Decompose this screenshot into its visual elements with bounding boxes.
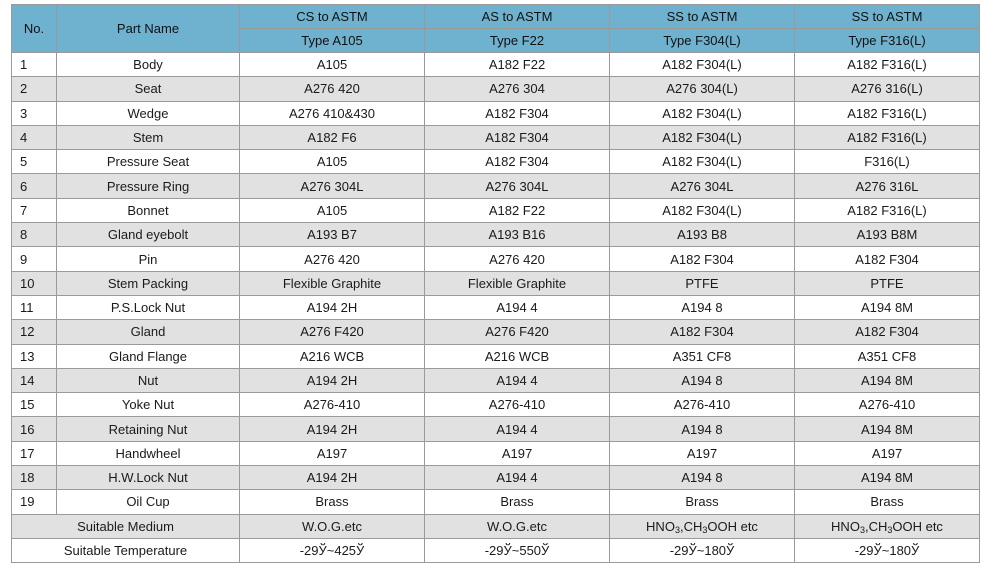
- row-number: 6: [12, 174, 57, 198]
- material-cell: A182 F316(L): [795, 125, 980, 149]
- header-group-type: Type A105: [240, 29, 425, 53]
- suitable-medium-label: Suitable Medium: [12, 514, 240, 538]
- material-cell: A276 316L: [795, 174, 980, 198]
- material-cell: A351 CF8: [610, 344, 795, 368]
- row-number: 7: [12, 198, 57, 222]
- table-row: [12, 125, 980, 149]
- material-cell: PTFE: [795, 271, 980, 295]
- part-name-cell: Oil Cup: [57, 490, 240, 514]
- header-part-name: Part Name: [57, 5, 240, 53]
- part-name-cell: Pressure Seat: [57, 150, 240, 174]
- material-cell: Flexible Graphite: [425, 271, 610, 295]
- header-group-type: Type F22: [425, 29, 610, 53]
- row-number: 18: [12, 466, 57, 490]
- row-number: 13: [12, 344, 57, 368]
- temperature-cell: -29Ў~180Ў: [795, 538, 980, 562]
- row-number: 9: [12, 247, 57, 271]
- part-name-cell: P.S.Lock Nut: [57, 295, 240, 319]
- row-number: 3: [12, 101, 57, 125]
- row-number: 2: [12, 77, 57, 101]
- table-row: [12, 101, 980, 125]
- suitable-temperature-row: [12, 538, 980, 562]
- table-row: [12, 174, 980, 198]
- row-number: 17: [12, 441, 57, 465]
- table-row: [12, 150, 980, 174]
- medium-cell: $HNO_3,CH_3OOH$ etc: [610, 514, 795, 538]
- material-cell: A276-410: [610, 393, 795, 417]
- table-row: [12, 417, 980, 441]
- material-cell: A182 F304(L): [610, 53, 795, 77]
- material-cell: Brass: [240, 490, 425, 514]
- material-cell: A276 F420: [240, 320, 425, 344]
- part-name-cell: Nut: [57, 368, 240, 392]
- material-cell: A197: [795, 441, 980, 465]
- material-cell: A194 8: [610, 466, 795, 490]
- table-row: [12, 466, 980, 490]
- material-cell: A194 4: [425, 417, 610, 441]
- table-row: [12, 441, 980, 465]
- part-name-cell: Handwheel: [57, 441, 240, 465]
- table-footer: [12, 514, 980, 563]
- part-name-cell: Gland: [57, 320, 240, 344]
- material-cell: A182 F6: [240, 125, 425, 149]
- header-group-title: SS to ASTM: [610, 5, 795, 29]
- material-cell: A194 4: [425, 368, 610, 392]
- part-name-cell: Body: [57, 53, 240, 77]
- table-row: [12, 295, 980, 319]
- row-number: 10: [12, 271, 57, 295]
- header-group-type: Type F304(L): [610, 29, 795, 53]
- row-number: 11: [12, 295, 57, 319]
- material-cell: Brass: [610, 490, 795, 514]
- temperature-cell: -29Ў~550Ў: [425, 538, 610, 562]
- material-cell: A182 F304: [795, 320, 980, 344]
- header-group-title: CS to ASTM: [240, 5, 425, 29]
- row-number: 4: [12, 125, 57, 149]
- material-cell: A276 316(L): [795, 77, 980, 101]
- material-cell: A276 304L: [610, 174, 795, 198]
- material-cell: A276 304L: [240, 174, 425, 198]
- material-cell: A216 WCB: [240, 344, 425, 368]
- material-cell: A193 B7: [240, 223, 425, 247]
- material-cell: A276 420: [240, 247, 425, 271]
- table-body: [12, 53, 980, 515]
- material-cell: A194 8: [610, 295, 795, 319]
- part-name-cell: Gland Flange: [57, 344, 240, 368]
- material-cell: A194 4: [425, 295, 610, 319]
- material-cell: A276 420: [240, 77, 425, 101]
- material-cell: A276 420: [425, 247, 610, 271]
- table-row: [12, 53, 980, 77]
- material-cell: A194 4: [425, 466, 610, 490]
- material-cell: A182 F316(L): [795, 198, 980, 222]
- material-cell: A194 2H: [240, 466, 425, 490]
- header-group-type: Type F316(L): [795, 29, 980, 53]
- material-cell: A276 304(L): [610, 77, 795, 101]
- material-cell: A182 F304(L): [610, 101, 795, 125]
- header-no: No.: [12, 5, 57, 53]
- suitable-medium-row: [12, 514, 980, 538]
- table-row: [12, 247, 980, 271]
- material-cell: A182 F304: [425, 150, 610, 174]
- part-name-cell: Gland eyebolt: [57, 223, 240, 247]
- material-cell: A216 WCB: [425, 344, 610, 368]
- medium-cell: W.O.G.etc: [425, 514, 610, 538]
- medium-cell: W.O.G.etc: [240, 514, 425, 538]
- part-name-cell: Seat: [57, 77, 240, 101]
- material-cell: A194 2H: [240, 295, 425, 319]
- row-number: 14: [12, 368, 57, 392]
- material-cell: A193 B8: [610, 223, 795, 247]
- material-cell: A182 F22: [425, 198, 610, 222]
- material-cell: A197: [425, 441, 610, 465]
- material-cell: Brass: [795, 490, 980, 514]
- table-row: [12, 393, 980, 417]
- material-cell: A182 F304: [425, 125, 610, 149]
- material-cell: A276-410: [425, 393, 610, 417]
- material-cell: A105: [240, 198, 425, 222]
- table-row: [12, 223, 980, 247]
- material-cell: A105: [240, 150, 425, 174]
- material-cell: A182 F316(L): [795, 101, 980, 125]
- table-row: [12, 271, 980, 295]
- row-number: 19: [12, 490, 57, 514]
- temperature-cell: -29Ў~180Ў: [610, 538, 795, 562]
- material-cell: A182 F304: [425, 101, 610, 125]
- material-cell: A182 F304(L): [610, 198, 795, 222]
- table-row: [12, 77, 980, 101]
- material-cell: A276 304L: [425, 174, 610, 198]
- material-cell: A276 304: [425, 77, 610, 101]
- row-number: 5: [12, 150, 57, 174]
- table-row: [12, 368, 980, 392]
- table-row: [12, 198, 980, 222]
- part-name-cell: Pressure Ring: [57, 174, 240, 198]
- material-cell: A276-410: [795, 393, 980, 417]
- material-cell: A197: [610, 441, 795, 465]
- header-group-title: SS to ASTM: [795, 5, 980, 29]
- material-cell: A194 2H: [240, 417, 425, 441]
- material-cell: A105: [240, 53, 425, 77]
- material-cell: A194 2H: [240, 368, 425, 392]
- table-row: [12, 320, 980, 344]
- material-cell: A182 F304: [610, 320, 795, 344]
- material-cell: A182 F22: [425, 53, 610, 77]
- part-name-cell: Pin: [57, 247, 240, 271]
- temperature-cell: -29Ў~425Ў: [240, 538, 425, 562]
- part-name-cell: H.W.Lock Nut: [57, 466, 240, 490]
- material-cell: A197: [240, 441, 425, 465]
- row-number: 16: [12, 417, 57, 441]
- material-cell: A194 8: [610, 368, 795, 392]
- material-cell: Brass: [425, 490, 610, 514]
- part-name-cell: Stem Packing: [57, 271, 240, 295]
- material-cell: A194 8M: [795, 295, 980, 319]
- material-cell: Flexible Graphite: [240, 271, 425, 295]
- material-cell: A276 F420: [425, 320, 610, 344]
- material-cell: A194 8: [610, 417, 795, 441]
- material-cell: F316(L): [795, 150, 980, 174]
- material-cell: A194 8M: [795, 368, 980, 392]
- material-cell: A276-410: [240, 393, 425, 417]
- material-cell: A193 B8M: [795, 223, 980, 247]
- header-group-title: AS to ASTM: [425, 5, 610, 29]
- material-cell: A193 B16: [425, 223, 610, 247]
- material-cell: A194 8M: [795, 466, 980, 490]
- medium-cell: $HNO_3,CH_3OOH$ etc: [795, 514, 980, 538]
- row-number: 8: [12, 223, 57, 247]
- part-name-cell: Yoke Nut: [57, 393, 240, 417]
- material-cell: A182 F304: [610, 247, 795, 271]
- row-number: 15: [12, 393, 57, 417]
- material-cell: A182 F304(L): [610, 125, 795, 149]
- part-name-cell: Bonnet: [57, 198, 240, 222]
- part-name-cell: Wedge: [57, 101, 240, 125]
- material-cell: A182 F304(L): [610, 150, 795, 174]
- part-name-cell: Stem: [57, 125, 240, 149]
- material-cell: A182 F304: [795, 247, 980, 271]
- table-row: [12, 490, 980, 514]
- row-number: 1: [12, 53, 57, 77]
- part-name-cell: Retaining Nut: [57, 417, 240, 441]
- suitable-temperature-label: Suitable Temperature: [12, 538, 240, 562]
- material-cell: A194 8M: [795, 417, 980, 441]
- material-cell: PTFE: [610, 271, 795, 295]
- material-cell: A351 CF8: [795, 344, 980, 368]
- materials-table: [11, 4, 980, 563]
- material-cell: A276 410&430: [240, 101, 425, 125]
- table-header: [12, 5, 980, 53]
- material-cell: A182 F316(L): [795, 53, 980, 77]
- table-row: [12, 344, 980, 368]
- row-number: 12: [12, 320, 57, 344]
